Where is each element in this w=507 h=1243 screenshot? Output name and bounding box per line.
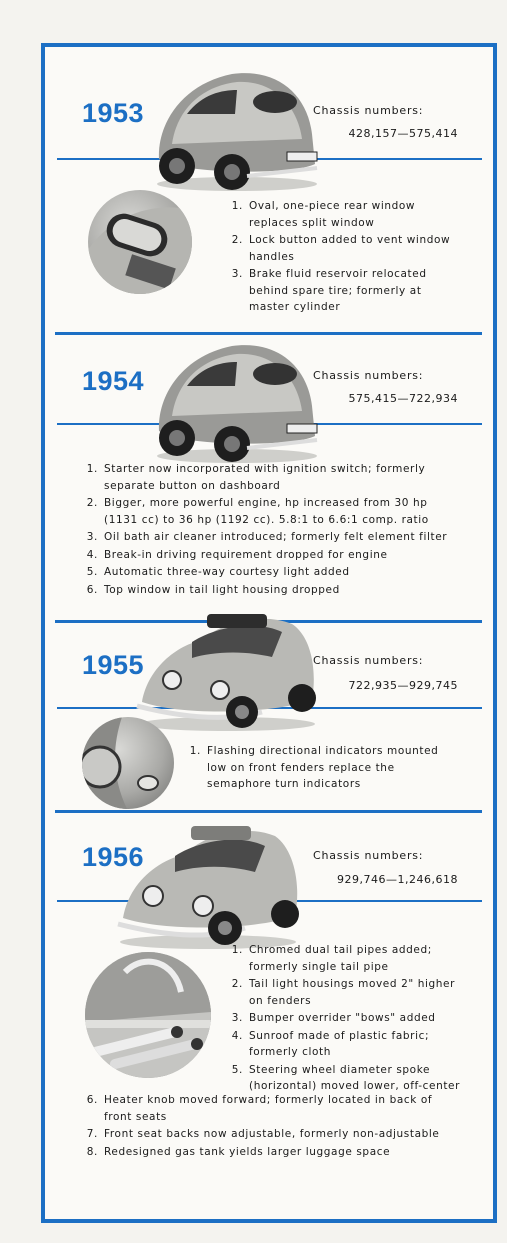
year-1953: 1953 (82, 98, 145, 128)
list-item: 5. Automatic three-way courtesy light added (86, 566, 350, 578)
list-item: 2. Lock button added to vent window handles (231, 234, 451, 263)
year-1955: 1955 (82, 650, 145, 680)
list-item: 7. Front seat backs now adjustable, formerly non-adjustable (86, 1128, 440, 1140)
beetle-front-car-photo (132, 602, 322, 734)
chassis-range: 722,935—929,745 (348, 679, 458, 692)
list-item: 1. Starter now incorporated with ignition switch; formerly separate button on dashboard (86, 463, 426, 492)
changes-list-1956-upper (225, 942, 465, 1096)
tail-pipes-detail-photo (85, 952, 211, 1078)
chassis-label: Chassis numbers: (313, 369, 424, 382)
list-item: 1. Flashing directional indicators mounted low on front fenders replace the semaphore turn indicators (189, 745, 439, 790)
list-item: 4. Break-in driving requirement dropped for engine (86, 548, 388, 561)
year-1954: 1954 (82, 366, 145, 396)
list-item: 1. Chromed dual tail pipes added; formerly single tail pipe (231, 944, 432, 973)
beetle-rear-car-photo (147, 64, 322, 194)
changes-list-1954 (80, 461, 462, 599)
list-item: 5. Steering wheel diameter spoke (horizontal) moved lower, off-center (231, 1063, 461, 1092)
chassis-range: 575,415—722,934 (348, 392, 458, 405)
chassis-range: 428,157—575,414 (348, 127, 458, 140)
list-item: 6. Top window in tail light housing dropped (86, 583, 340, 596)
chassis-label: Chassis numbers: (313, 654, 424, 667)
list-item: 2. Bigger, more powerful engine, hp increased from 30 hp (1131 cc) to 36 hp (1192 cc). 5.8:1 to 6.6:1 comp. ratio (86, 497, 429, 526)
beetle-rear-car-photo (147, 336, 322, 466)
list-item: 3. Oil bath air cleaner introduced; formerly felt element filter (86, 531, 448, 543)
chassis-label: Chassis numbers: (313, 104, 424, 117)
beetle-front-car-photo (113, 812, 305, 952)
changes-list-1955 (183, 743, 461, 794)
chassis-range: 929,746—1,246,618 (337, 873, 458, 886)
rear-window-detail-photo (88, 190, 192, 294)
list-item: 6. Heater knob moved forward; formerly located in back of front seats (86, 1094, 433, 1123)
list-item: 4. Sunroof made of plastic fabric; formerly cloth (231, 1029, 430, 1058)
section-divider (55, 332, 482, 335)
chassis-label: Chassis numbers: (313, 849, 424, 862)
list-item: 3. Bumper overrider "bows" added (231, 1012, 436, 1024)
turn-indicator-detail-photo (82, 717, 174, 809)
list-item: 2. Tail light housings moved 2" higher on fenders (231, 978, 455, 1007)
list-item: 3. Brake fluid reservoir relocated behind spare tire; formerly at master cylinder (231, 268, 427, 313)
list-item: 1. Oval, one-piece rear window replaces split window (231, 200, 416, 229)
list-item: 8. Redesigned gas tank yields larger luggage space (86, 1145, 391, 1158)
changes-list-1953 (225, 198, 460, 317)
changes-list-1956-lower (80, 1092, 462, 1161)
year-1956: 1956 (82, 842, 145, 872)
